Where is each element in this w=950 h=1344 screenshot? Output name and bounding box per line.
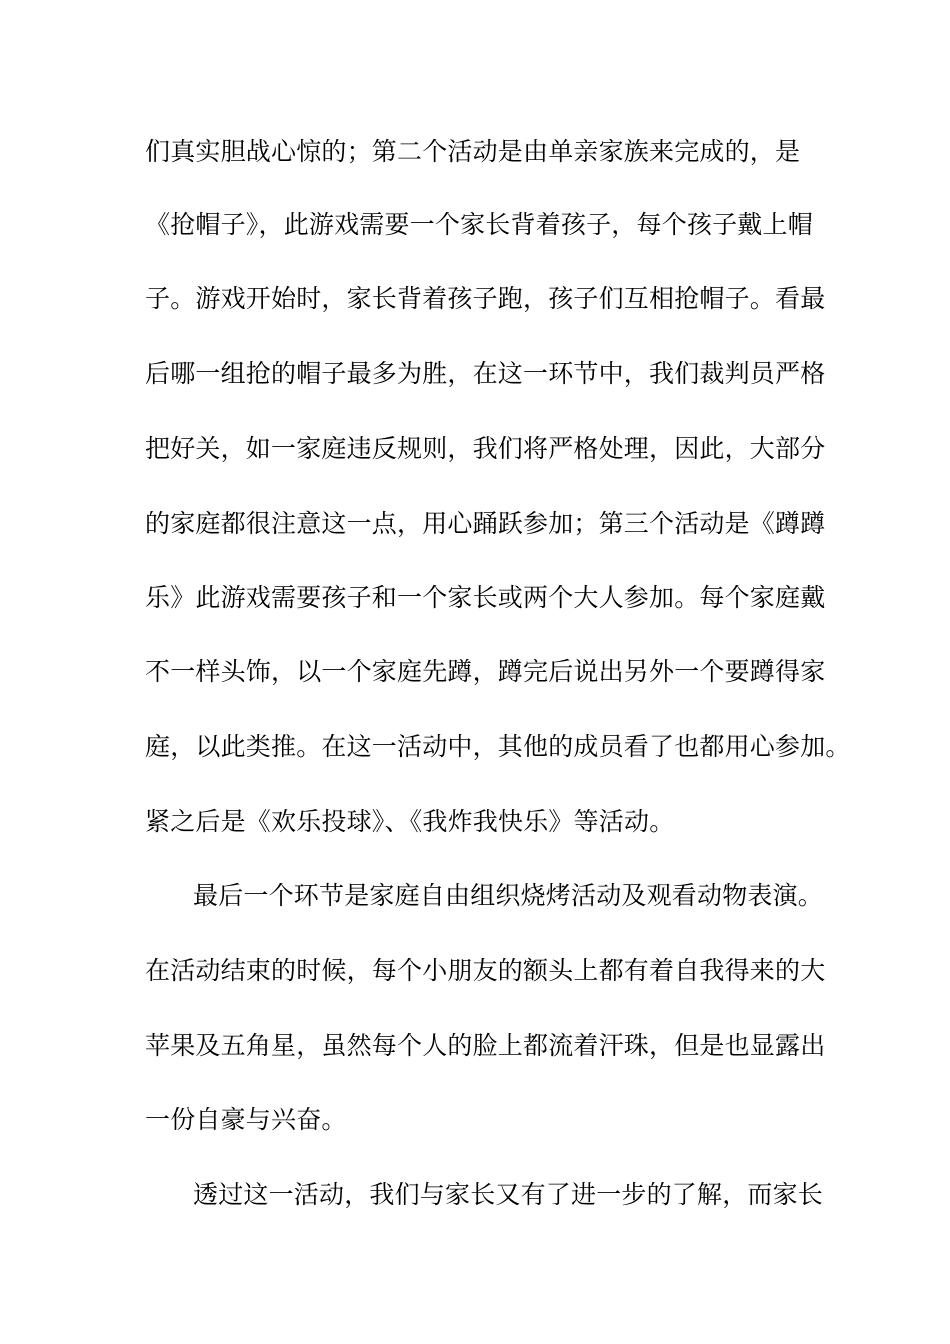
text-line: 们真实胆战心惊的；第二个活动是由单亲家族来完成的，是	[145, 137, 801, 166]
text-line: 紧之后是《欢乐投球》、《我炸我快乐》等活动。	[145, 807, 675, 836]
text-line: 一份自豪与兴奋。	[145, 1105, 347, 1134]
text-line: 子。游戏开始时，家长背着孩子跑，孩子们互相抢帽子。看最	[145, 284, 826, 313]
text-line: 《抢帽子》，此游戏需要一个家长背着孩子，每个孩子戴上帽	[145, 210, 813, 239]
text-line: 在活动结束的时候，每个小朋友的额头上都有着自我得来的大	[145, 956, 826, 985]
text-line: 的家庭都很注意这一点，用心踊跃参加；第三个活动是《蹲蹲	[145, 509, 826, 538]
paragraph-first-line: 透过这一活动，我们与家长又有了进一步的了解，而家长	[193, 1180, 824, 1209]
text-line: 后哪一组抢的帽子最多为胜，在这一环节中，我们裁判员严格	[145, 359, 826, 388]
text-line: 乐》此游戏需要孩子和一个家长或两个大人参加。每个家庭戴	[145, 583, 826, 612]
text-line: 苹果及五角星，虽然每个人的脸上都流着汗珠，但是也显露出	[145, 1031, 826, 1060]
text-line: 庭，以此类推。在这一活动中，其他的成员看了也都用心参加。	[145, 732, 851, 761]
text-line: 把好关，如一家庭违反规则，我们将严格处理，因此，大部分	[145, 434, 826, 463]
text-line: 不一样头饰，以一个家庭先蹲，蹲完后说出另外一个要蹲得家	[145, 657, 826, 686]
paragraph-first-line: 最后一个环节是家庭自由组织烧烤活动及观看动物表演。	[193, 881, 824, 910]
